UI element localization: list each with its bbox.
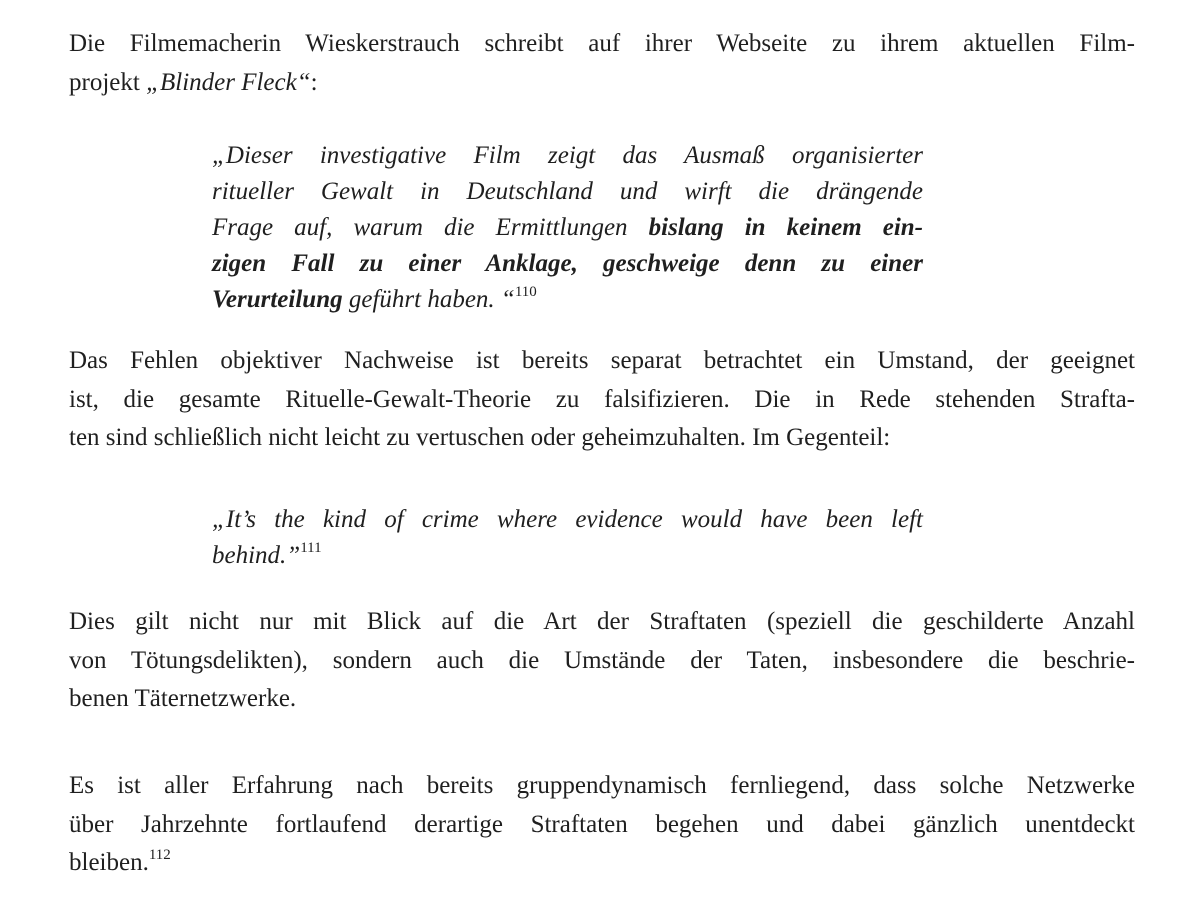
paragraph-evidence	[69, 342, 1135, 458]
footnote-marker: 111	[300, 540, 322, 556]
paragraph-line: ten sind schließlich nicht leicht zu vertuschen oder geheimzuhalten. Im Gegenteil:	[69, 424, 891, 451]
footnote-marker: 112	[148, 847, 171, 863]
emphasis-text: bislang in keinem ein-	[648, 214, 923, 241]
paragraph-line	[69, 64, 1135, 103]
footnote-marker: 110	[514, 284, 537, 300]
text-run: projekt	[69, 68, 147, 96]
paragraph-line: benen Täternetzwerke.	[69, 685, 297, 712]
paragraph-networks	[69, 767, 1135, 883]
quote-line: ritueller Gewalt in Deutschland und wirft die drängende	[212, 178, 923, 205]
film-title: „Blinder Fleck“	[146, 68, 311, 96]
quote-line	[212, 538, 923, 574]
paragraph-crime-nature	[69, 603, 1135, 719]
paragraph-line: Das Fehlen objektiver Nachweise ist bereits separat betrachtet ein Umstand, der geeignet	[69, 347, 1135, 374]
text-run: bleiben.	[69, 849, 149, 876]
quote-line	[212, 282, 923, 318]
paragraph-intro	[69, 25, 1135, 102]
paragraph-line: Dies gilt nicht nur mit Blick auf die Art der Straftaten (speziell die geschilderte Anzahl	[69, 608, 1135, 635]
text-run: geführt haben. “	[342, 286, 515, 313]
quote-line: „It’s the kind of crime where evidence would have been left	[212, 506, 923, 533]
quote-line	[212, 210, 923, 246]
paragraph-line: von Tötungsdelikten), sondern auch die Umstände der Taten, insbesondere die beschrie-	[69, 646, 1135, 674]
block-quote-english	[212, 502, 923, 574]
paragraph-line	[69, 844, 1135, 883]
quote-line: „Dieser investigative Film zeigt das Ausmaß organisierter	[212, 142, 923, 169]
text-run: behind.”	[212, 542, 301, 569]
paragraph-line: Die Filmemacherin Wieskerstrauch schreibt auf ihrer Webseite zu ihrem aktuellen Film-	[69, 30, 1135, 57]
paragraph-line: ist, die gesamte Rituelle-Gewalt-Theorie zu falsifizieren. Die in Rede stehenden Strafta-	[69, 385, 1135, 413]
block-quote-film-description	[212, 138, 923, 318]
quote-line: zigen Fall zu einer Anklage, geschweige denn zu einer	[212, 250, 923, 277]
text-run: :	[310, 68, 318, 96]
text-run: Frage auf, warum die Ermittlungen	[212, 214, 649, 241]
paragraph-line: über Jahrzehnte fortlaufend derartige Straftaten begehen und dabei gänzlich unentdeckt	[69, 810, 1135, 838]
emphasis-text: Verurteilung	[212, 286, 343, 313]
paragraph-line: Es ist aller Erfahrung nach bereits gruppendynamisch fernliegend, dass solche Netzwerke	[69, 772, 1135, 799]
